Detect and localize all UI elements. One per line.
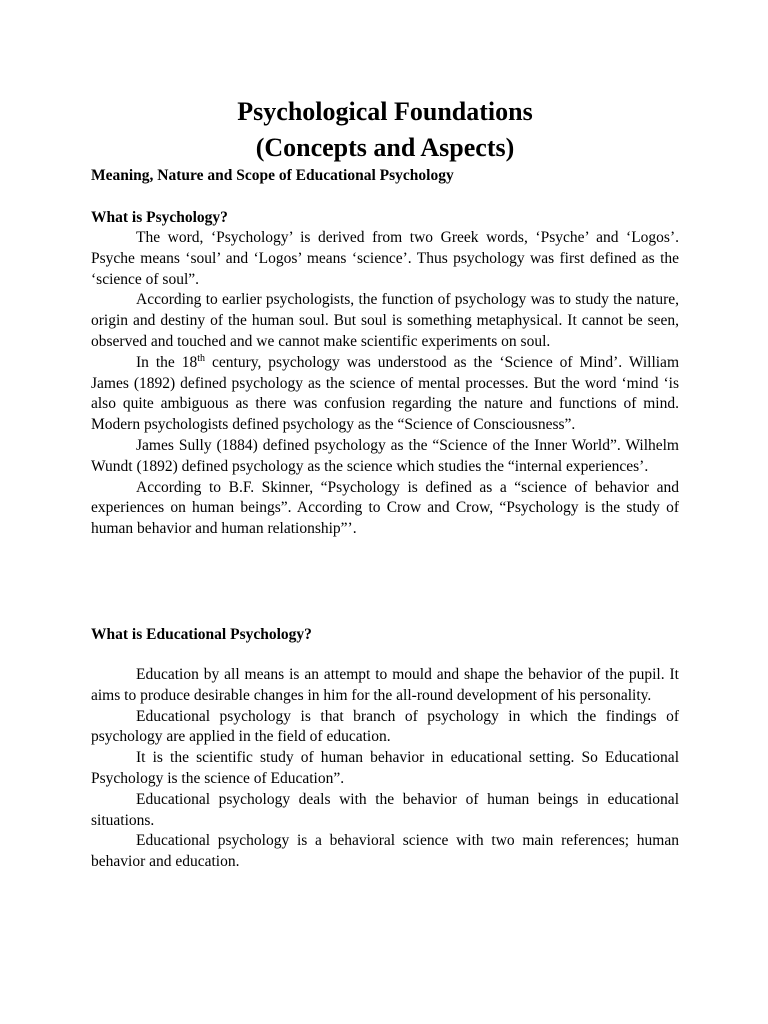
edu-psychology-paragraph-1: Education by all means is an attempt to mould and shape the behavior of the pupil. It aims to produce desirable changes in him for the all-round development of his personality.	[91, 666, 679, 704]
document-title-line-1: Psychological Foundations	[237, 97, 533, 126]
document-title-line-2: (Concepts and Aspects)	[255, 133, 515, 162]
edu-psychology-paragraph-3: It is the scientific study of human behavior in educational setting. So Educational Psychology is the science of Education”.	[91, 749, 679, 787]
section-educational-psychology-body	[91, 665, 679, 873]
heading-what-is-educational-psychology: What is Educational Psychology?	[91, 626, 312, 643]
psychology-paragraph-3-start: In the 18	[136, 353, 198, 371]
psychology-paragraph-5: According to B.F. Skinner, “Psychology is defined as a “science of behavior and experiences on human beings”. According to Crow and Crow, “Psychology is the study of human behavior and human relationship”’.	[91, 478, 679, 538]
edu-psychology-paragraph-2: Educational psychology is that branch of psychology in which the findings of psychology are applied in the field of education.	[91, 707, 679, 746]
edu-psychology-paragraph-4: Educational psychology deals with the behavior of human beings in educational situations.	[91, 790, 679, 829]
psychology-paragraph-4: James Sully (1884) defined psychology as the “Science of the Inner World”. Wilhelm Wundt (1892) defined psychology as the science which studies the “internal experiences’.	[91, 436, 679, 475]
ordinal-superscript: th	[197, 352, 206, 364]
edu-psychology-paragraph-5: Educational psychology is a behavioral science with two main references; human behavior and education.	[91, 832, 679, 871]
document-subtitle: Meaning, Nature and Scope of Educational Psychology	[91, 167, 454, 184]
psychology-paragraph-2: According to earlier psychologists, the function of psychology was to study the nature, origin and destiny of the human soul. But soul is something metaphysical. It cannot be seen, observed and touched and we cannot make scientific experiments on soul.	[91, 291, 679, 350]
section-psychology-body	[91, 228, 679, 540]
psychology-paragraph-3	[91, 353, 679, 436]
psychology-paragraph-3-rest: century, psychology was understood as the ‘Science of Mind’. William James (1892) defined psychology as the science of mental processes. But the word ‘mind ‘is also quite ambiguous as there was confusion regarding the nature and functions of mind. Modern psychologists defined psychology as the “Science of Consciousness”.	[91, 353, 679, 434]
psychology-paragraph-1: The word, ‘Psychology’ is derived from two Greek words, ‘Psyche’ and ‘Logos’. Psyche means ‘soul’ and ‘Logos’ means ‘science’. Thus psychology was first defined as the ‘science of soul”.	[91, 229, 679, 288]
heading-what-is-psychology: What is Psychology?	[91, 209, 228, 226]
